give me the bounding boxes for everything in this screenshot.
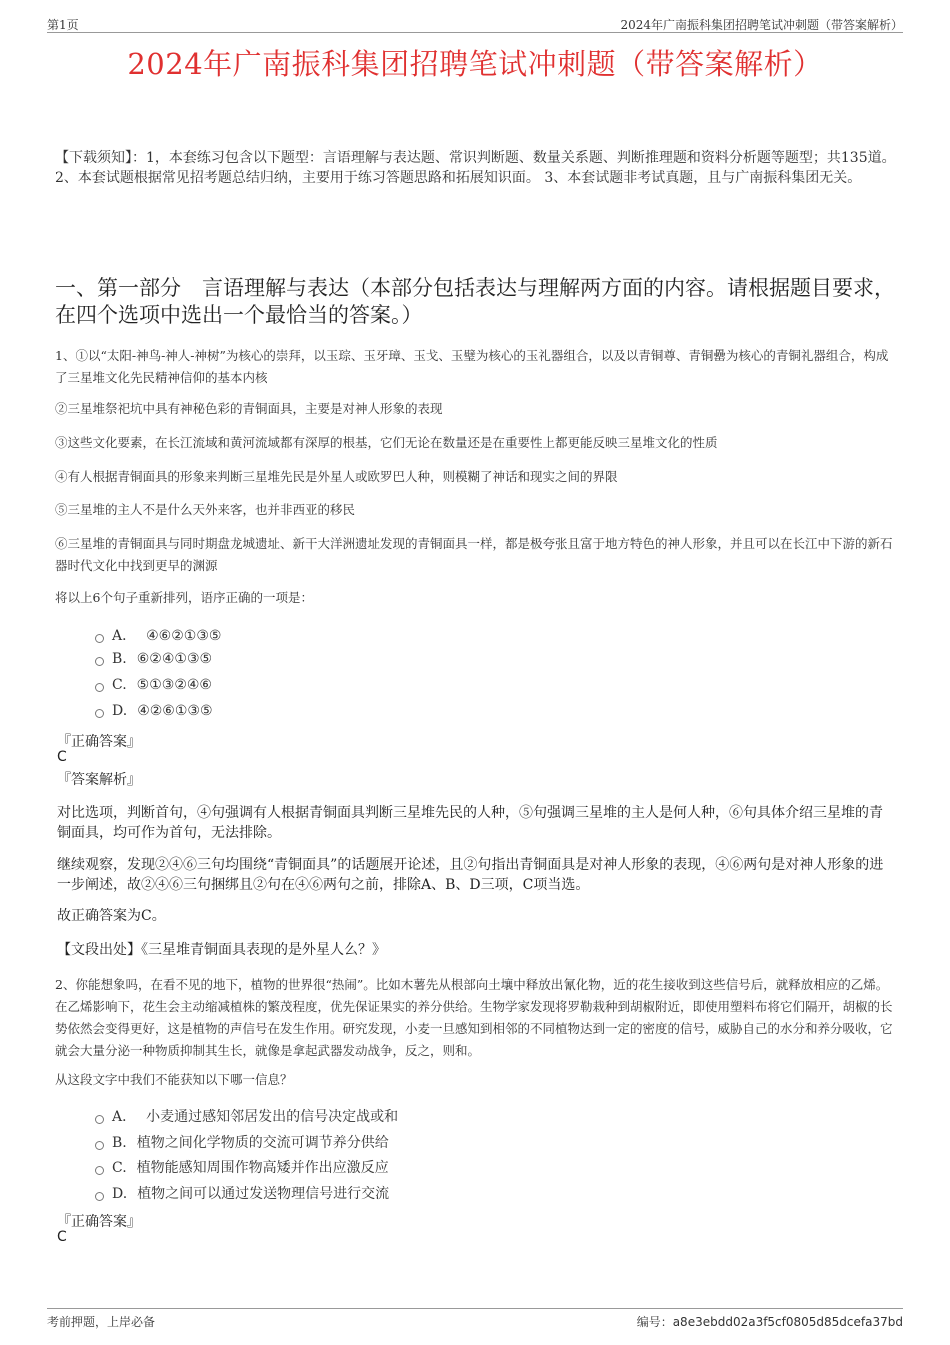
footer-code (637, 1313, 903, 1330)
q2-option-d[interactable]: D. 植物之间可以通过发送物理信号进行交流 (95, 1183, 389, 1203)
footer-code-label: 编号： (636, 1315, 673, 1329)
section-heading: 一、第一部分 言语理解与表达（本部分包括表达与理解两方面的内容。请根据题目要求，在四个选项中选出一个最恰当的答案。） (55, 276, 895, 327)
header-divider (47, 32, 903, 33)
q1-option-a[interactable]: A． ④⑥②①③⑤ (95, 625, 221, 645)
q1-prompt: 将以上6个句子重新排列，语序正确的一项是： (55, 590, 313, 605)
radio-icon[interactable] (95, 634, 104, 643)
radio-icon[interactable] (95, 657, 104, 666)
footer-slogan: 考前押题，上岸必备 (47, 1315, 156, 1329)
radio-icon[interactable] (95, 709, 104, 718)
radio-icon[interactable] (95, 1115, 104, 1124)
q1-sentence-4: ④有人根据青铜面具的形象来判断三星堆先民是外星人或欧罗巴人种，则模糊了神话和现实之间的界限 (55, 469, 618, 484)
header-doc-title: 2024年广南振科集团招聘笔试冲刺题（带答案解析） (620, 18, 903, 32)
radio-icon[interactable] (95, 1166, 104, 1175)
q1-option-d[interactable]: D. ④②⑥①③⑤ (95, 703, 213, 719)
q1-sentence-3: ③这些文化要素，在长江流域和黄河流域都有深厚的根基，它们无论在数量还是在重要性上都更能反映三星堆文化的性质 (55, 435, 718, 450)
q2-answer: C (57, 1229, 67, 1245)
q1-sentence-2: ②三星堆祭祀坑中具有神秘色彩的青铜面具，主要是对神人形象的表现 (55, 401, 443, 416)
header-page-number: 第1页 (47, 18, 79, 32)
q1-answer: C (57, 749, 67, 765)
radio-icon[interactable] (95, 1141, 104, 1150)
q1-option-c[interactable]: C. ⑤①③②④⑥ (95, 677, 212, 693)
radio-icon[interactable] (95, 683, 104, 692)
q2-option-b[interactable]: B. 植物之间化学物质的交流可调节养分供给 (95, 1132, 389, 1152)
q1-source: 【文段出处】《三星堆青铜面具表现的是外星人么？》 (57, 942, 386, 958)
q2-passage: 2、你能想象吗，在看不见的地下，植物的世界很“热闹”。比如木薯先从根部向土壤中释放出氰化物，近的花生接收到这些信号后，就释放相应的乙烯。在乙烯影响下，花生会主动缩减植株的繁茂程度，优先保证果实的养分供给。生物学家发现将罗勒栽种到胡椒附近，即使用塑料布将它们隔开，胡椒的长势依然会变得更好，这是植物的声信号在发生作用。研究发现，小麦一旦感知到相邻的不同植物达到一定的密度的信号，威胁自己的水分和养分吸收，它就会大量分泌一种物质抑制其生长，就像是拿起武器发动战争，反之，则和。 (55, 977, 893, 1058)
q1-analysis-paragraph-2: 继续观察，发现②④⑥三句均围绕“青铜面具”的话题展开论述，且②句指出青铜面具是对神人形象的表现，④⑥两句是对神人形象的进一步阐述，故②④⑥三句捆绑且②句在④⑥两句之前，排除A、B、D三项，C项当选。 (57, 857, 884, 893)
footer-divider (47, 1308, 903, 1309)
footer-code-value: a8e3ebdd02a3f5cf0805d85dcefa37bd (672, 1315, 903, 1329)
q2-prompt: 从这段文字中我们不能获知以下哪一信息？ (55, 1072, 293, 1087)
q2-answer-label: 『正确答案』 (57, 1214, 141, 1230)
q2-option-c[interactable]: C. 植物能感知周围作物高矮并作出应激反应 (95, 1157, 389, 1177)
radio-icon[interactable] (95, 1192, 104, 1201)
q1-sentence-6: ⑥三星堆的青铜面具与同时期盘龙城遗址、新干大洋洲遗址发现的青铜面具一样，都是极夸张且富于地方特色的神人形象，并且可以在长江中下游的新石器时代文化中找到更早的渊源 (55, 536, 893, 573)
document-title: 2024年广南振科集团招聘笔试冲刺题（带答案解析） (127, 47, 823, 81)
q1-option-b[interactable]: B. ⑥②④①③⑤ (95, 651, 212, 667)
q1-sentence-1: 1、①以“太阳-神鸟-神人-神树”为核心的崇拜，以玉琮、玉牙璋、玉戈、玉璧为核心的玉礼器组合，以及以青铜尊、青铜罍为核心的青铜礼器组合，构成了三星堆文化先民精神信仰的基本内核 (55, 348, 889, 385)
q1-sentence-5: ⑤三星堆的主人不是什么天外来客，也并非西亚的移民 (55, 502, 356, 517)
download-notice: 【下载须知】：1，本套练习包含以下题型：言语理解与表达题、常识判断题、数量关系题、判断推理题和资料分析题等题型；共135道。 2、本套试题根据常见招考题总结归纳，主要用于练习答题思路和拓展知识面。 3、本套试题非考试真题，且与广南振科集团无关。 (55, 150, 896, 186)
q1-analysis-paragraph-3: 故正确答案为C。 (57, 908, 166, 924)
q1-answer-label: 『正确答案』 (57, 734, 141, 750)
q1-analysis-paragraph-1: 对比选项，判断首句，④句强调有人根据青铜面具判断三星堆先民的人种，⑤句强调三星堆的主人是何人种，⑥句具体介绍三星堆的青铜面具，均可作为首句，无法排除。 (57, 805, 883, 841)
q1-analysis-label: 『答案解析』 (57, 772, 141, 788)
q2-option-a[interactable]: A． 小麦通过感知邻居发出的信号决定战或和 (95, 1106, 398, 1126)
